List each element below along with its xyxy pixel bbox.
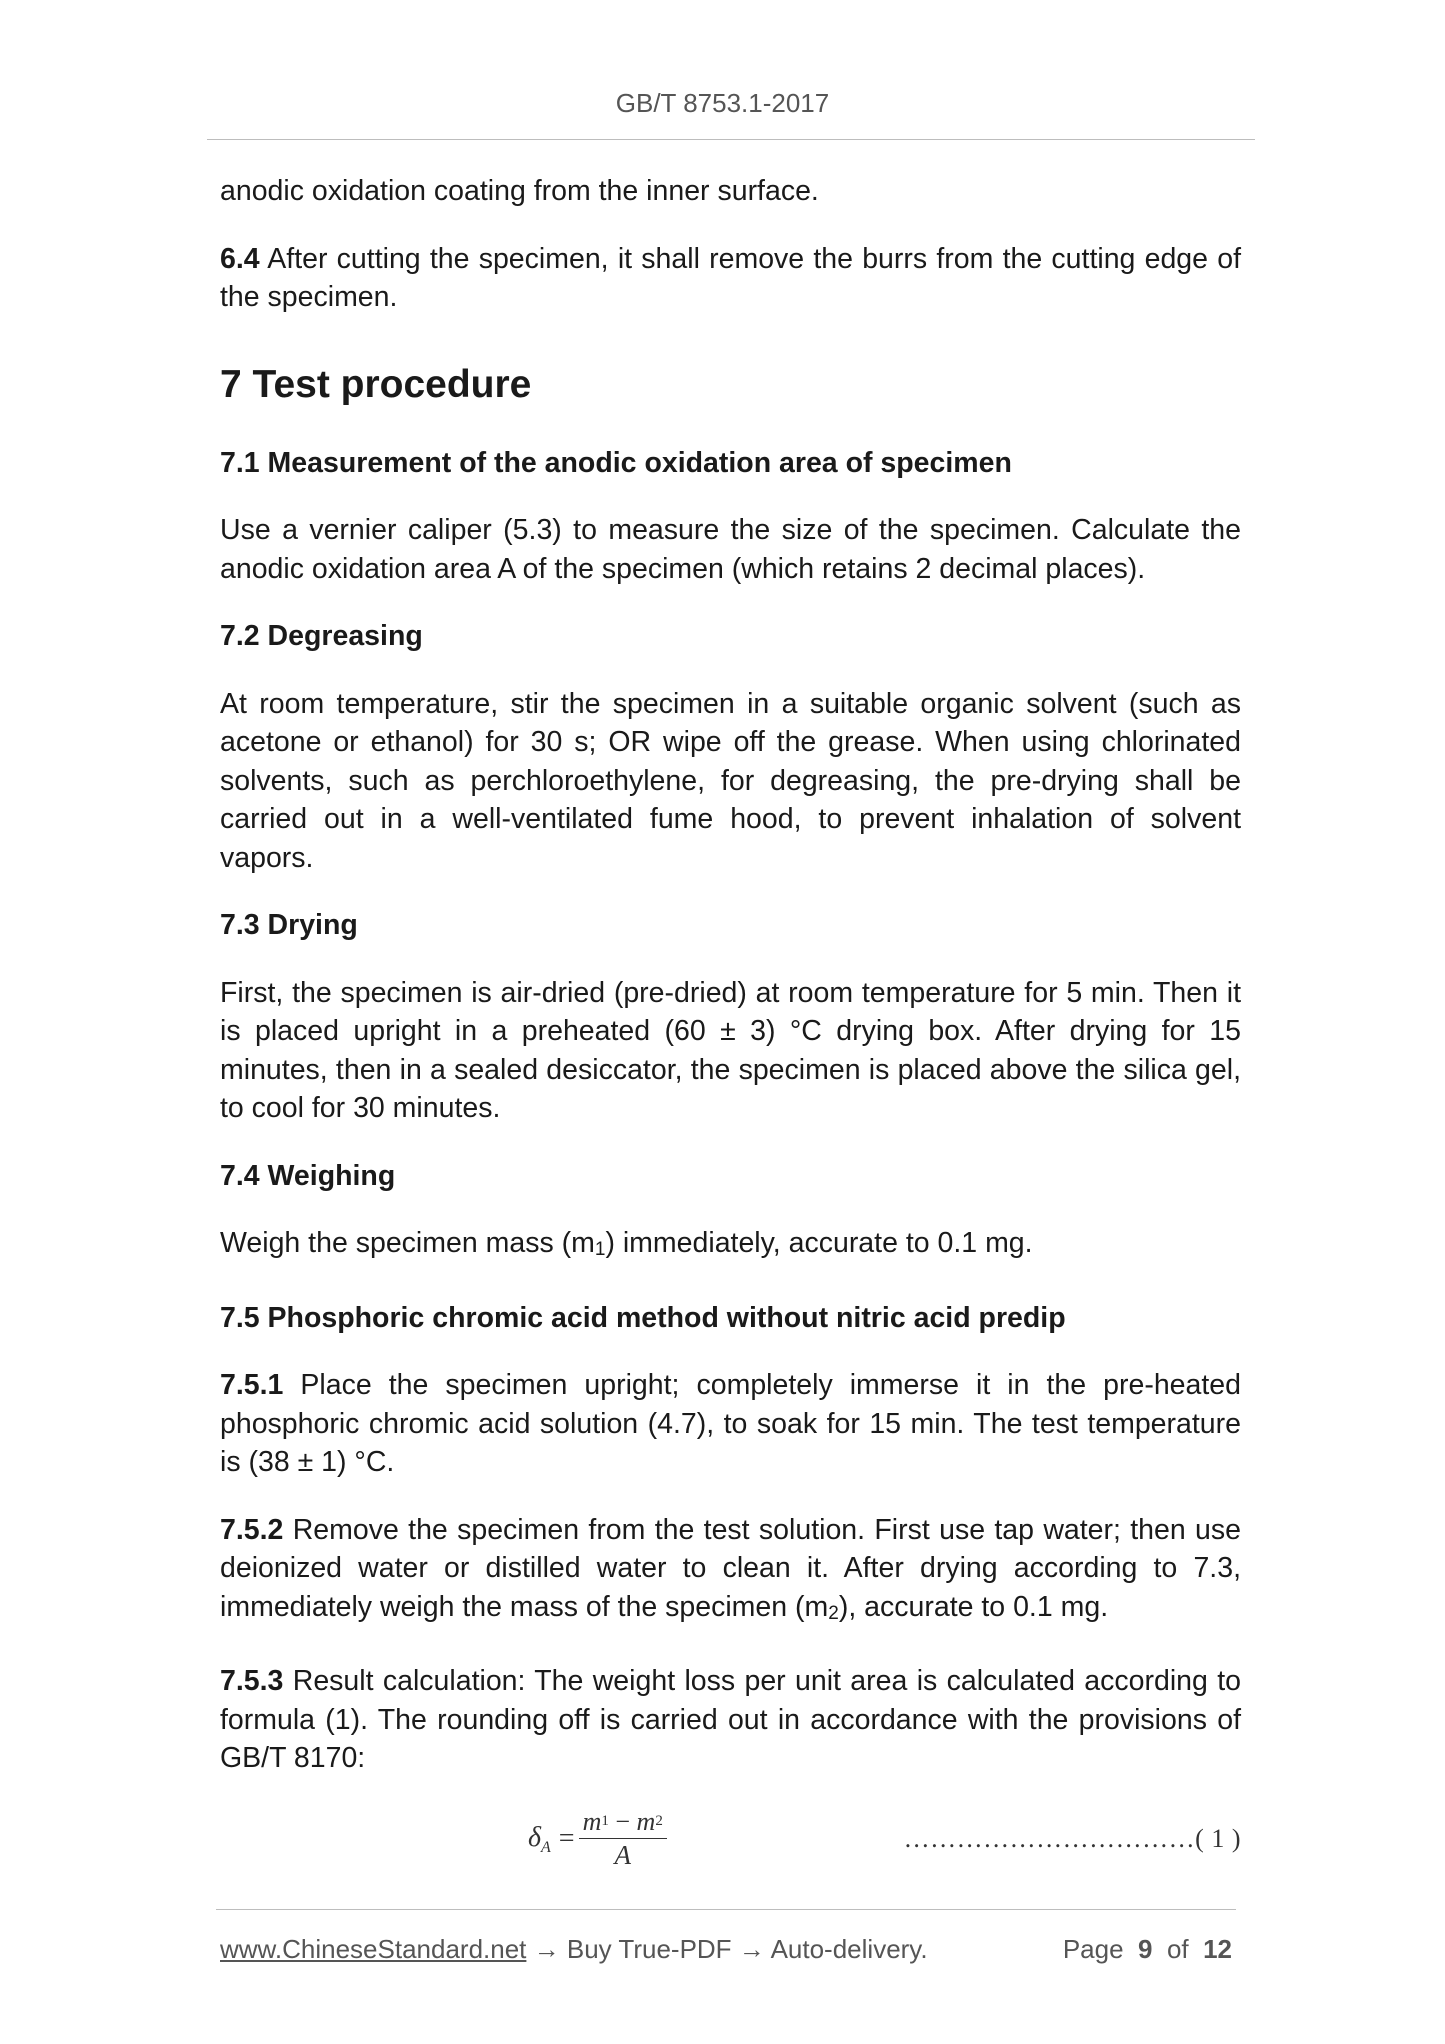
- footer-promo: [220, 1934, 928, 1965]
- m1-subscript: 1: [601, 1813, 609, 1829]
- subsection-heading-7-1: 7.1 Measurement of the anodic oxidation area of specimen: [220, 446, 1012, 479]
- fraction: [579, 1807, 667, 1871]
- delta-symbol: δ: [528, 1821, 542, 1853]
- page-label: Page: [1062, 1934, 1124, 1964]
- page-indicator: [1063, 1934, 1232, 1965]
- continued-paragraph: anodic oxidation coating from the inner surface.: [220, 175, 819, 207]
- formula-lhs: [528, 1822, 551, 1857]
- footer-divider: [216, 1909, 1236, 1910]
- document-body: [220, 172, 1241, 1778]
- clause-text: Remove the specimen from the test solution. First use tap water; then use deionized water or distilled water to clean it. After drying according to 7.3, immediately weigh the mass of the specimen (m: [220, 1513, 1241, 1623]
- document-header: GB/T 8753.1-2017: [615, 88, 830, 118]
- page-number: 9: [1138, 1934, 1153, 1964]
- subscript: 1: [594, 1239, 606, 1260]
- numerator: [579, 1807, 667, 1839]
- clause-text: ), accurate to 0.1 mg.: [838, 1590, 1109, 1623]
- section-heading-7: 7 Test procedure: [220, 362, 532, 406]
- clause-number: 6.4: [220, 242, 260, 275]
- formula-expression: [528, 1804, 667, 1874]
- clause-text: After cutting the specimen, it shall remove the burrs from the cutting edge of the specimen.: [220, 242, 1241, 313]
- page-total: 12: [1203, 1934, 1232, 1964]
- subscript: 2: [828, 1602, 839, 1624]
- m1-symbol: m: [582, 1807, 602, 1836]
- paragraph-7-4: [220, 1224, 1241, 1270]
- clause-text: Place the specimen upright; completely immerse it in the pre-heated phosphoric chromic acid solution (4.7), to soak for 15 min. The test temperature is (38 ± 1) °C.: [220, 1369, 1241, 1478]
- page-footer: [220, 1934, 1232, 1965]
- delta-subscript: A: [541, 1838, 551, 1856]
- minus-sign: −: [608, 1807, 637, 1836]
- text-part: Weigh the specimen mass (m: [220, 1227, 595, 1259]
- paragraph-7-1: Use a vernier caliper (5.3) to measure the size of the specimen. Calculate the anodic oxidation area A of the specimen (which retains 2 decimal places).: [220, 514, 1241, 585]
- subsection-heading-7-4: 7.4 Weighing: [220, 1159, 396, 1192]
- clause-number: 7.5.3: [220, 1665, 284, 1697]
- clause-7-5-2: [220, 1511, 1241, 1634]
- paragraph-7-3: First, the specimen is air-dried (pre-dried) at room temperature for 5 min. Then it is placed upright in a preheated (60 ± 3) °C drying box. After drying for 15 minutes, then in a sealed desiccator, the specimen is placed above the silica gel, to cool for 30 minutes.: [220, 976, 1241, 1124]
- footer-tagline: → Buy True-PDF → Auto-delivery.: [526, 1934, 928, 1964]
- subsection-heading-7-2: 7.2 Degreasing: [220, 620, 423, 652]
- subsection-heading-7-5: 7.5 Phosphoric chromic acid method without nitric acid predip: [220, 1301, 1066, 1334]
- subsection-heading-7-3: 7.3 Drying: [220, 909, 358, 941]
- clause-6-4: [220, 240, 1241, 317]
- equals-sign: =: [558, 1823, 575, 1854]
- formula-1: [220, 1804, 1241, 1874]
- clause-number: 7.5.1: [220, 1369, 284, 1401]
- denominator: A: [614, 1840, 631, 1870]
- of-label: of: [1166, 1934, 1189, 1964]
- website-link[interactable]: www.ChineseStandard.net: [220, 1934, 527, 1964]
- clause-7-5-3: [220, 1662, 1241, 1778]
- m2-symbol: m: [636, 1807, 656, 1836]
- m2-subscript: 2: [655, 1813, 663, 1829]
- header-divider: [207, 139, 1255, 140]
- clause-7-5-1: [220, 1366, 1241, 1482]
- clause-text: Result calculation: The weight loss per unit area is calculated according to formula (1). The rounding off is carried out in accordance with the provisions of GB/T 8170:: [220, 1665, 1241, 1774]
- paragraph-7-2: At room temperature, stir the specimen in a suitable organic solvent (such as acetone or ethanol) for 30 s; OR wipe off the grease. When using chlorinated solvents, such as perchloroethylene, for degreasing, the pre-drying shall be carried out in a well-ventilated fume hood, to prevent inhalation of solvent vapors.: [220, 687, 1241, 874]
- formula-number: ……………………………( 1 ): [903, 1824, 1241, 1853]
- text-part: ) immediately, accurate to 0.1 mg.: [605, 1227, 1033, 1259]
- clause-number: 7.5.2: [220, 1513, 284, 1546]
